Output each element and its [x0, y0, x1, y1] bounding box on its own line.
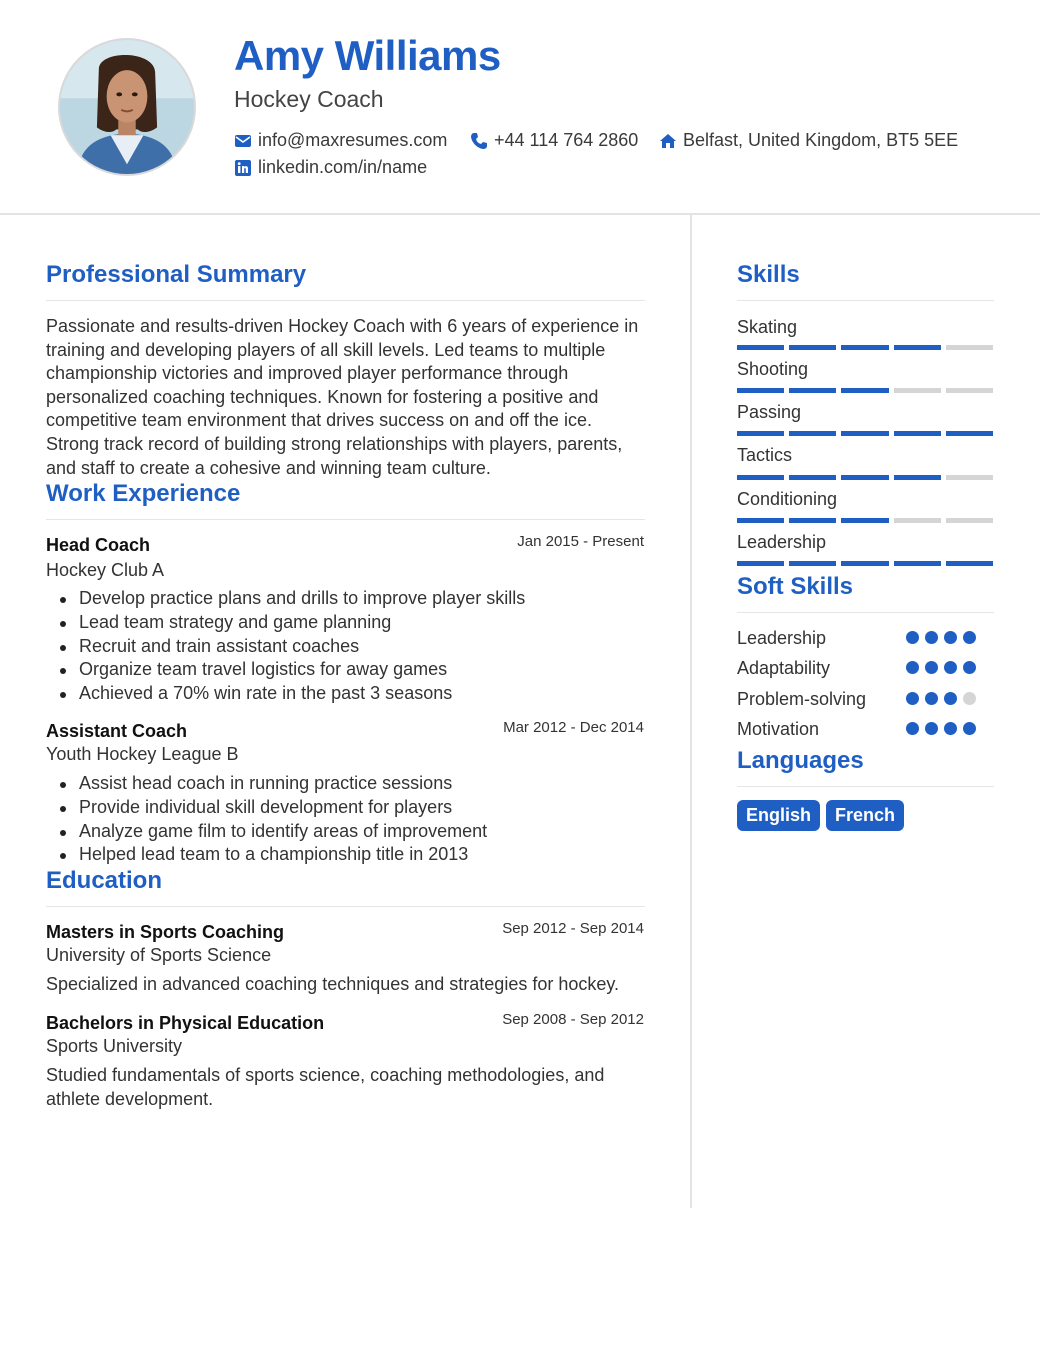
- skill-level-segment: [789, 518, 836, 523]
- skill-level-segment: [946, 431, 993, 436]
- contact-address: [659, 130, 958, 151]
- skill-level-segment: [737, 388, 784, 393]
- list-item: Organize team travel logistics for away games: [46, 658, 525, 682]
- contact-phone[interactable]: [470, 130, 638, 151]
- soft-skill-rating: [906, 631, 976, 644]
- skill-level-segment: [894, 388, 941, 393]
- list-item: Develop practice plans and drills to improve player skills: [46, 587, 525, 611]
- skill-level-bar: [737, 345, 993, 350]
- job-title: Head Coach: [46, 535, 151, 555]
- experience-heading: Work Experience: [46, 480, 241, 507]
- skill-level-segment: [789, 431, 836, 436]
- skill-level-segment: [841, 345, 888, 350]
- education-description: Specialized in advanced coaching techniques and strategies for hockey.: [46, 974, 620, 994]
- list-item: Helped lead team to a championship title in 2013: [46, 843, 487, 867]
- skill-level-segment: [841, 475, 888, 480]
- rating-dot: [963, 692, 976, 705]
- skill-name: Shooting: [737, 359, 809, 379]
- list-item: Achieved a 70% win rate in the past 3 seasons: [46, 682, 525, 706]
- address-text: Belfast, United Kingdom, BT5 5EE: [683, 130, 959, 150]
- language-tags: [737, 800, 904, 831]
- skill-level-segment: [894, 345, 941, 350]
- degree-title: Masters in Sports Coaching: [46, 922, 285, 942]
- job-organization: Hockey Club A: [46, 560, 165, 580]
- school-name: University of Sports Science: [46, 945, 272, 965]
- job-date: Mar 2012 - Dec 2014: [503, 719, 644, 736]
- candidate-title: Hockey Coach: [234, 86, 384, 112]
- phone-text: +44 114 764 2860: [494, 130, 639, 150]
- education-description: Studied fundamentals of sports science, coaching methodologies, and athlete development.: [46, 1065, 605, 1109]
- soft-skill-name: Problem-solving: [737, 689, 867, 709]
- rating-dot: [944, 722, 957, 735]
- skill-level-segment: [737, 475, 784, 480]
- soft-skill-rating: [906, 661, 976, 674]
- soft-skill-rating: [906, 692, 976, 705]
- skill-level-bar: [737, 561, 993, 566]
- rating-dot: [906, 692, 919, 705]
- education-date: Sep 2008 - Sep 2012: [502, 1011, 644, 1028]
- skill-level-segment: [894, 431, 941, 436]
- skill-level-segment: [894, 518, 941, 523]
- rating-dot: [963, 661, 976, 674]
- skill-level-segment: [737, 518, 784, 523]
- rating-dot: [944, 631, 957, 644]
- rating-dot: [925, 692, 938, 705]
- job-bullets: [46, 772, 487, 867]
- skill-name: Tactics: [737, 445, 793, 465]
- rating-dot: [925, 661, 938, 674]
- home-icon: [659, 132, 677, 150]
- skill-name: Leadership: [737, 532, 827, 552]
- skill-level-segment: [789, 561, 836, 566]
- skill-level-segment: [946, 345, 993, 350]
- skill-level-segment: [841, 431, 888, 436]
- list-item: Analyze game film to identify areas of improvement: [46, 820, 487, 844]
- skill-level-bar: [737, 431, 993, 436]
- skill-level-segment: [737, 561, 784, 566]
- language-tag-english: English: [737, 800, 820, 831]
- skill-level-segment: [946, 518, 993, 523]
- skill-level-bar: [737, 518, 993, 523]
- summary-rule: [46, 300, 645, 301]
- soft-skill-name: Adaptability: [737, 658, 831, 678]
- rating-dot: [944, 692, 957, 705]
- job-bullets: [46, 587, 525, 706]
- skill-level-segment: [789, 388, 836, 393]
- skill-level-segment: [841, 561, 888, 566]
- soft-skill-name: Motivation: [737, 719, 820, 739]
- linkedin-icon: [234, 159, 252, 177]
- list-item: Provide individual skill development for players: [46, 796, 487, 820]
- resume-header: [0, 0, 1040, 215]
- rating-dot: [906, 631, 919, 644]
- skill-level-segment: [946, 561, 993, 566]
- profile-photo: [58, 38, 196, 176]
- skill-level-segment: [789, 475, 836, 480]
- candidate-name: Amy Williams: [234, 32, 501, 79]
- skill-level-bar: [737, 388, 993, 393]
- skill-level-segment: [894, 561, 941, 566]
- skill-level-segment: [841, 388, 888, 393]
- experience-rule: [46, 519, 645, 520]
- degree-title: Bachelors in Physical Education: [46, 1013, 325, 1033]
- portrait-image: [60, 40, 194, 174]
- summary-heading: Professional Summary: [46, 261, 307, 288]
- job-organization: Youth Hockey League B: [46, 744, 239, 764]
- skill-level-segment: [737, 431, 784, 436]
- rating-dot: [925, 631, 938, 644]
- rating-dot: [906, 722, 919, 735]
- email-text: info@maxresumes.com: [258, 130, 448, 150]
- education-date: Sep 2012 - Sep 2014: [502, 920, 644, 937]
- rating-dot: [963, 722, 976, 735]
- skill-level-segment: [789, 345, 836, 350]
- soft-skill-rating: [906, 722, 976, 735]
- phone-icon: [470, 132, 488, 150]
- column-divider: [690, 215, 692, 1208]
- skill-level-segment: [946, 388, 993, 393]
- school-name: Sports University: [46, 1036, 183, 1056]
- skill-level-bar: [737, 475, 993, 480]
- envelope-icon: [234, 132, 252, 150]
- skill-level-segment: [946, 475, 993, 480]
- skill-name: Skating: [737, 317, 798, 337]
- skills-rule: [737, 300, 994, 301]
- rating-dot: [944, 661, 957, 674]
- rating-dot: [925, 722, 938, 735]
- skill-level-segment: [841, 518, 888, 523]
- list-item: Recruit and train assistant coaches: [46, 635, 525, 659]
- skill-name: Conditioning: [737, 489, 838, 509]
- languages-rule: [737, 786, 994, 787]
- skills-heading: Skills: [737, 261, 800, 288]
- soft-skill-name: Leadership: [737, 628, 827, 648]
- job-date: Jan 2015 - Present: [517, 533, 644, 550]
- languages-heading: Languages: [737, 747, 864, 774]
- skill-name: Passing: [737, 402, 802, 422]
- skill-level-segment: [894, 475, 941, 480]
- contact-email[interactable]: [234, 130, 447, 151]
- education-rule: [46, 906, 645, 907]
- contact-linkedin[interactable]: [234, 157, 427, 178]
- list-item: Assist head coach in running practice sessions: [46, 772, 487, 796]
- education-heading: Education: [46, 867, 163, 894]
- rating-dot: [963, 631, 976, 644]
- rating-dot: [906, 661, 919, 674]
- language-tag-french: French: [826, 800, 904, 831]
- summary-text: Passionate and results-driven Hockey Coach with 6 years of experience in training and developing players of all skill levels. Led teams to multiple championship victories and improved player performance through personalized coaching techniques. Known for fostering a positive and competitive team environment that drives success on and off the ice. Strong track record of building strong relationships with players, parents, and staff to create a cohesive and winning team culture.: [46, 316, 639, 478]
- job-title: Assistant Coach: [46, 721, 188, 741]
- linkedin-text: linkedin.com/in/name: [258, 157, 428, 177]
- soft-skills-rule: [737, 612, 994, 613]
- skill-level-segment: [737, 345, 784, 350]
- soft-skills-heading: Soft Skills: [737, 573, 854, 600]
- list-item: Lead team strategy and game planning: [46, 611, 525, 635]
